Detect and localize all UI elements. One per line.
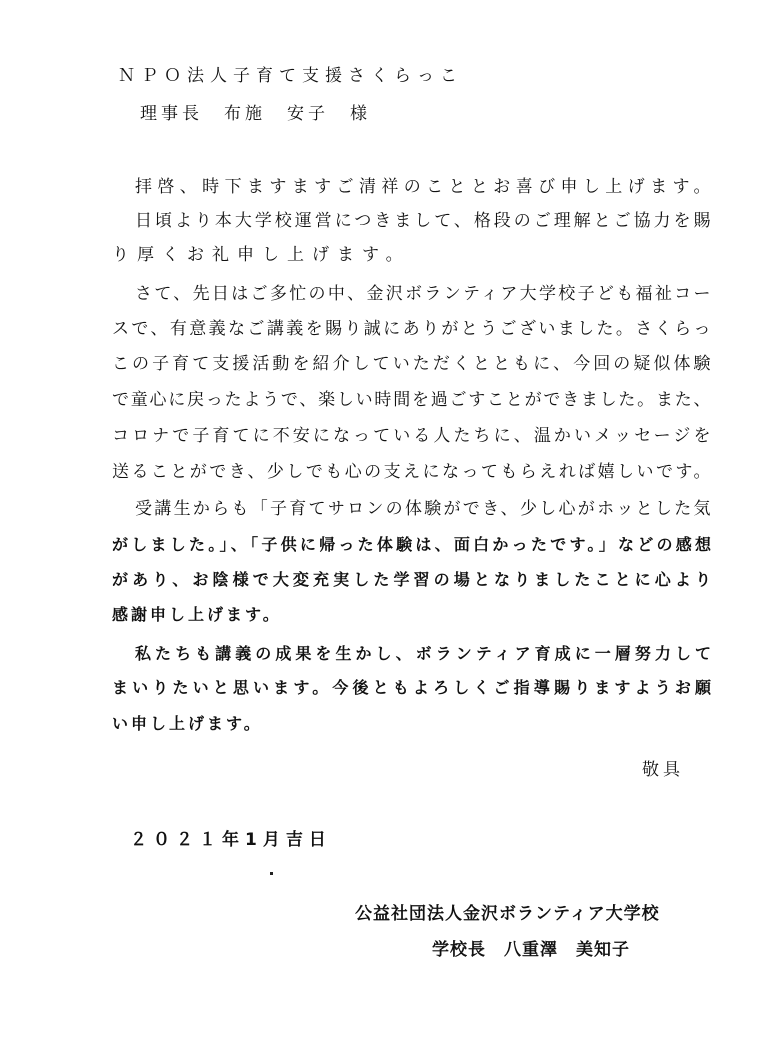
body-line: コロナで子育てに不安になっている人たちに、温かいメッセージを — [112, 426, 712, 446]
body-line: 日頃より本大学校運営につきまして、格段のご理解とご協力を賜 — [135, 211, 712, 231]
body-line: さて、先日はご多忙の中、金沢ボランティア大学校子ども福祉コー — [135, 284, 712, 304]
body-line: り厚くお礼申し上げます。 — [112, 245, 411, 265]
body-line: 感謝申し上げます。 — [112, 605, 282, 624]
stray-mark — [270, 872, 273, 875]
body-line: で童心に戻ったようで、楽しい時間を過ごすことができました。また、 — [112, 390, 712, 410]
body-line: まいりたいと思います。今後ともよろしくご指導賜りますようお願 — [112, 678, 712, 697]
closing: 敬具 — [642, 760, 684, 780]
addressee-organization: ＮＰＯ法人子育て支援さくらっこ — [118, 66, 463, 86]
body-line: 拝啓、時下ますますご清祥のこととお喜び申し上げます。 — [135, 177, 712, 197]
body-line: スで、有意義なご講義を賜り誠にありがとうございました。さくらっ — [112, 319, 712, 339]
sender-organization: 公益社団法人金沢ボランティア大学校 — [355, 904, 660, 924]
date: ２０２１年1月吉日 — [130, 830, 332, 850]
body-line: 送ることができ、少しでも心の支えになってもらえれば嬉しいです。 — [112, 462, 712, 482]
body-line: があり、お陰様で大変充実した学習の場となりましたことに心より — [112, 570, 712, 589]
body-line: 受講生からも「子育てサロンの体験ができ、少し心がホッとした気 — [135, 499, 712, 519]
body-line: がしました。」、「子供に帰った体験は、面白かったです。」などの感想 — [112, 535, 712, 554]
body-line: この子育て支援活動を紹介していただくとともに、今回の疑似体験 — [112, 354, 712, 374]
body-line: い申し上げます。 — [112, 714, 263, 733]
body-line: 私たちも講義の成果を生かし、ボランティア育成に一層努力して — [135, 644, 712, 663]
addressee-name: 理事長 布施 安子 様 — [140, 104, 371, 124]
sender-name: 学校長 八重澤 美知子 — [432, 940, 630, 960]
